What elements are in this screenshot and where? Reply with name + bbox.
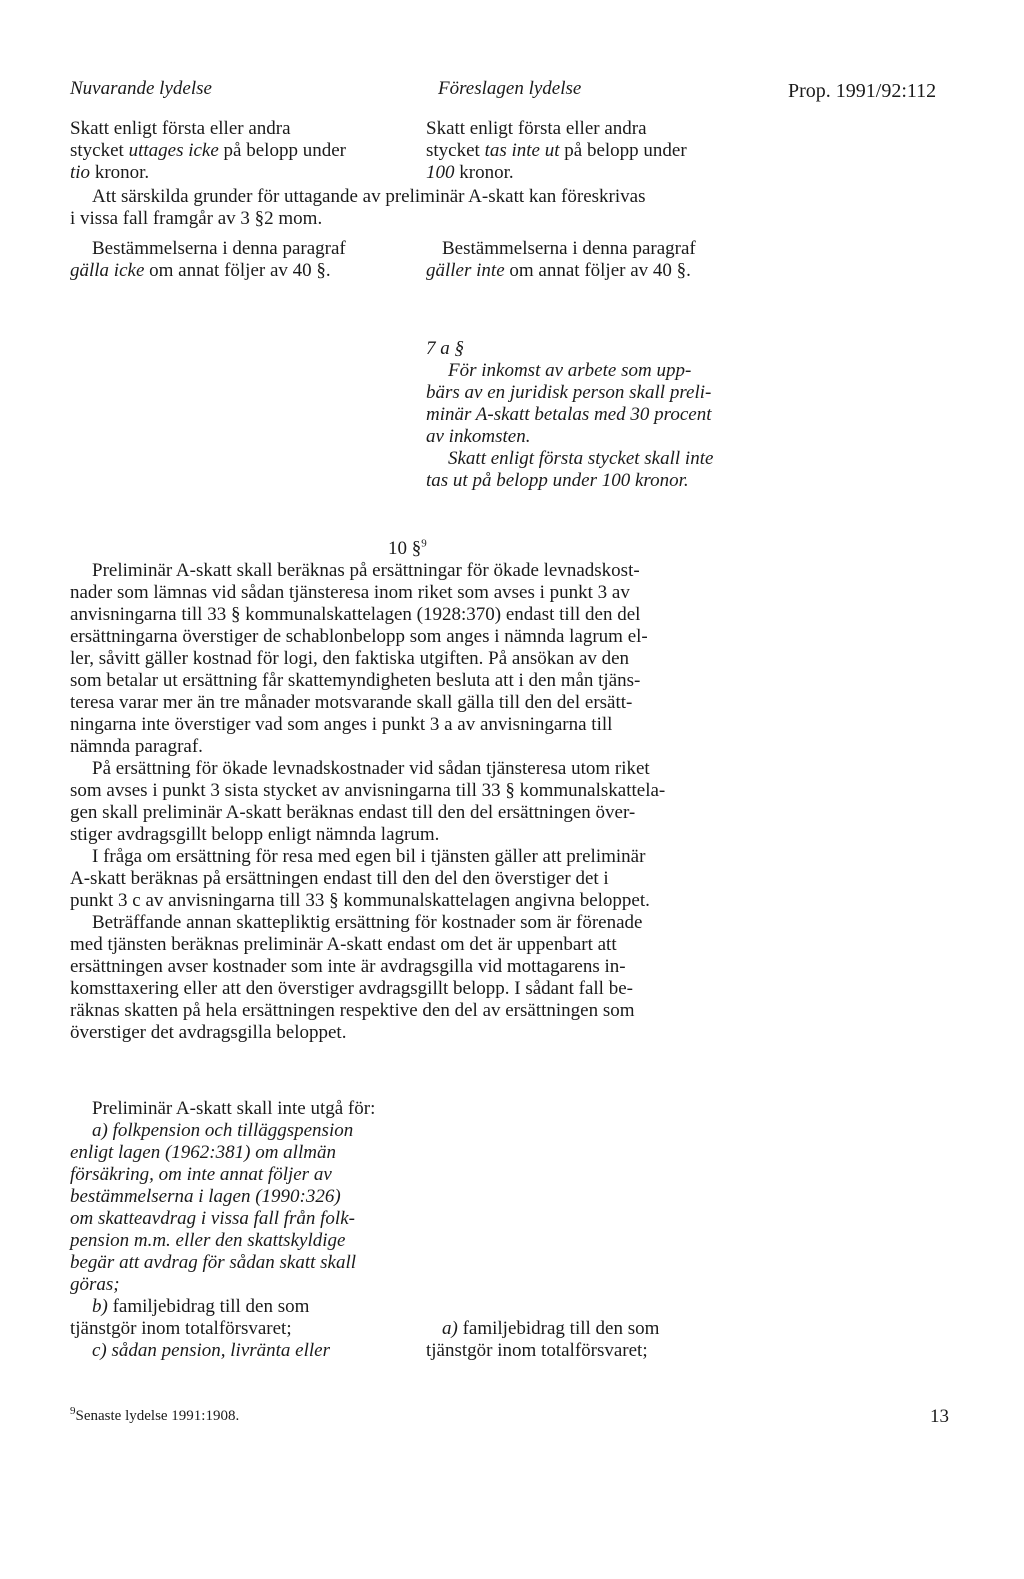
text-line: För inkomst av arbete som upp- xyxy=(448,360,692,381)
text-line: anvisningarna till 33 § kommunalskattelagen (1928:370) endast till den del xyxy=(70,604,641,625)
text-line: ler, såvitt gäller kostnad för logi, den faktiska utgiften. På ansökan av den xyxy=(70,648,630,669)
item-a xyxy=(70,1120,392,1296)
text-line: begär att avdrag för sådan skatt skall xyxy=(70,1252,357,1273)
section-10-paragraph-1 xyxy=(70,560,750,758)
current-wording-block-1 xyxy=(70,118,392,184)
text-line: Beträffande annan skattepliktig ersättning för kostnader som är förenade xyxy=(92,912,643,933)
section-10-paragraph-3 xyxy=(70,846,750,912)
proposed-wording-block-2 xyxy=(426,238,748,282)
text-line: gäller inte om annat följer av 40 §. xyxy=(426,260,691,281)
text-line: stycket tas inte ut på belopp under xyxy=(426,140,687,161)
item-c: c) sådan pension, livränta eller xyxy=(92,1340,330,1361)
text-line: tjänstgör inom totalförsvaret; xyxy=(426,1340,648,1361)
text-line: Bestämmelserna i denna paragraf xyxy=(442,238,696,259)
text-line: Bestämmelserna i denna paragraf xyxy=(92,238,346,259)
text-line: bestämmelserna i lagen (1990:326) xyxy=(70,1186,341,1207)
text-line: stycket uttages icke på belopp under xyxy=(70,140,346,161)
text-line: med tjänsten beräknas preliminär A-skatt endast om det är uppenbart att xyxy=(70,934,617,955)
text-line: 100 kronor. xyxy=(426,162,514,183)
text-line: Att särskilda grunder för uttagande av preliminär A-skatt kan föreskrivas xyxy=(92,186,646,207)
section-7a-paragraph-2 xyxy=(426,448,762,492)
text-line: stiger avdragsgillt belopp enligt nämnda lagrum. xyxy=(70,824,440,845)
proposed-wording-block-3 xyxy=(426,1318,748,1362)
text-line: gälla icke om annat följer av 40 §. xyxy=(70,260,331,281)
text-line: I fråga om ersättning för resa med egen bil i tjänsten gäller att preliminär xyxy=(92,846,646,867)
text-line: Preliminär A-skatt skall beräknas på ersättningar för ökade levnadskost- xyxy=(92,560,640,581)
text-line: Skatt enligt första stycket skall inte xyxy=(448,448,714,469)
text-line: pension m.m. eller den skattskyldige xyxy=(70,1230,346,1251)
section-7a xyxy=(426,338,762,492)
text-line: tas ut på belopp under 100 kronor. xyxy=(426,470,689,491)
text-line: överstiger det avdragsgilla beloppet. xyxy=(70,1022,347,1043)
text-line: nader som lämnas vid sådan tjänsteresa inom riket som avses i punkt 3 av xyxy=(70,582,630,603)
proposition-reference: Prop. 1991/92:112 xyxy=(788,80,937,102)
text-line: ersättningarna överstiger de schablonbelopp som anges i nämnda lagrum el- xyxy=(70,626,648,647)
text-line: Skatt enligt första eller andra xyxy=(70,118,291,139)
section-10-paragraph-4 xyxy=(70,912,750,1044)
text-line: av inkomsten. xyxy=(426,426,531,447)
text-line: komsttaxering eller att den överstiger avdragsgillt belopp. I sådant fall be- xyxy=(70,978,633,999)
text-line: A-skatt beräknas på ersättningen endast till den del den överstiger det i xyxy=(70,868,609,889)
text-line: a) folkpension och tilläggspension xyxy=(92,1120,354,1141)
text-line: enligt lagen (1962:381) om allmän xyxy=(70,1142,336,1163)
text-line: nämnda paragraf. xyxy=(70,736,203,757)
text-line: Preliminär A-skatt skall inte utgå för: xyxy=(92,1098,376,1119)
footnote-marker: 9 xyxy=(421,537,427,550)
section-10-body xyxy=(70,560,750,1044)
text-line: Skatt enligt första eller andra xyxy=(426,118,647,139)
text-line: gen skall preliminär A-skatt beräknas endast till den del ersättningen över- xyxy=(70,802,636,823)
current-wording-block-3 xyxy=(70,1098,392,1362)
text-line: om skatteavdrag i vissa fall från folk- xyxy=(70,1208,355,1229)
shared-paragraph xyxy=(70,186,770,230)
page-number: 13 xyxy=(930,1406,949,1427)
text-line: minär A-skatt betalas med 30 procent xyxy=(426,404,712,425)
text-line: a) familjebidrag till den som xyxy=(442,1318,660,1339)
section-10-paragraph-2 xyxy=(70,758,750,846)
text-line: tjänstgör inom totalförsvaret; xyxy=(70,1318,292,1339)
section-10-heading: 10 §$^9$ xyxy=(388,537,427,559)
proposed-wording-block-1 xyxy=(426,118,748,184)
footnote: $^9$Senaste lydelse 1991:1908. xyxy=(70,1405,240,1424)
text-line: i vissa fall framgår av 3 §2 mom. xyxy=(70,208,323,229)
section-7a-paragraph-1 xyxy=(426,360,762,448)
text-line: som avses i punkt 3 sista stycket av anvisningarna till 33 § kommunalskattela- xyxy=(70,780,666,801)
text-line: teresa varar mer än tre månader motsvarande skall gälla till den del ersätt- xyxy=(70,692,633,713)
text-line: På ersättning för ökade levnadskostnader vid sådan tjänsteresa utom riket xyxy=(92,758,650,779)
proposed-wording-header: Föreslagen lydelse xyxy=(438,78,582,99)
section-heading: 7 a § xyxy=(426,338,464,359)
text-line: ningarna inte överstiger vad som anges i punkt 3 a av anvisningarna till xyxy=(70,714,613,735)
text-line: göras; xyxy=(70,1274,120,1295)
current-wording-block-2 xyxy=(70,238,392,282)
current-wording-header: Nuvarande lydelse xyxy=(70,78,212,99)
text-line: b) familjebidrag till den som xyxy=(92,1296,310,1317)
text-line: försäkring, om inte annat följer av xyxy=(70,1164,332,1185)
text-line: tio kronor. xyxy=(70,162,150,183)
text-line: bärs av en juridisk person skall preli- xyxy=(426,382,712,403)
item-b xyxy=(70,1296,392,1340)
footnote-marker: 9 xyxy=(70,1405,76,1417)
text-line: punkt 3 c av anvisningarna till 33 § kommunalskattelagen angivna beloppet. xyxy=(70,890,650,911)
text-line: som betalar ut ersättning får skattemyndigheten besluta att i den mån tjäns- xyxy=(70,670,641,691)
text-line: räknas skatten på hela ersättningen respektive den del av ersättningen som xyxy=(70,1000,635,1021)
text-line: ersättningen avser kostnader som inte är avdragsgilla vid mottagarens in- xyxy=(70,956,626,977)
